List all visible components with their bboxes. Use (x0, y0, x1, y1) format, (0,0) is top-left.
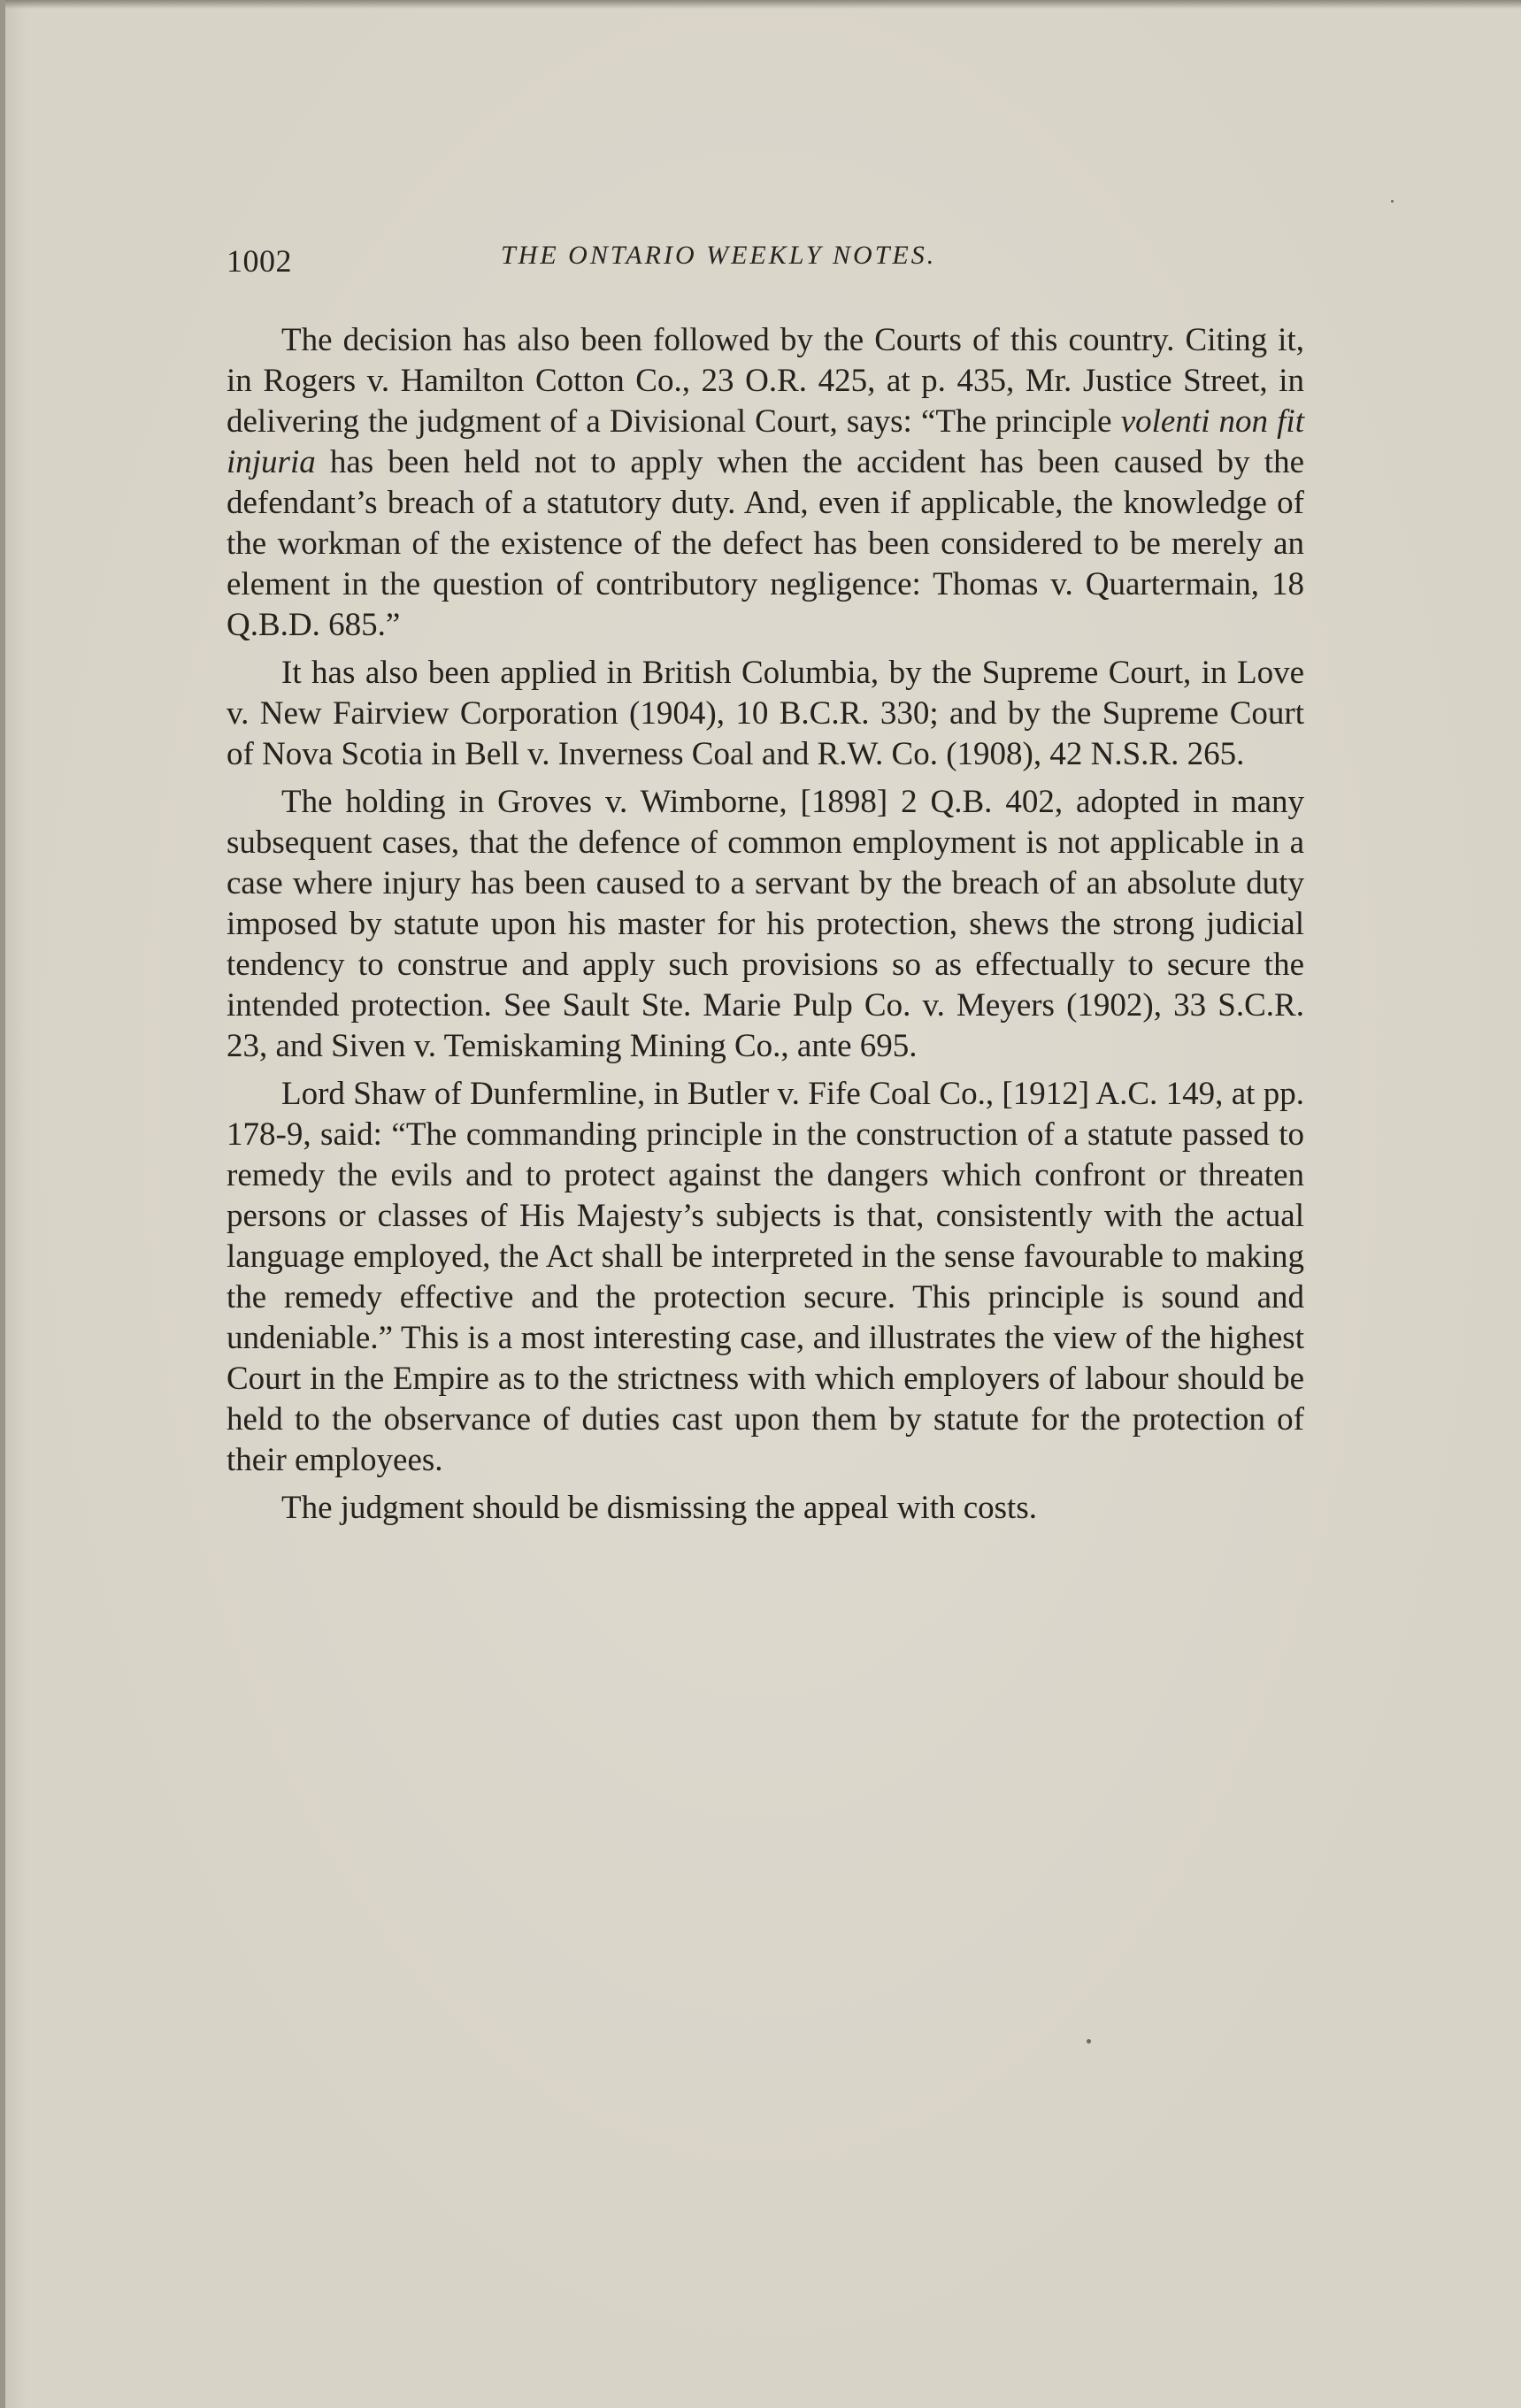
page-top-shadow (0, 0, 1521, 9)
paragraph-1 (227, 320, 1304, 646)
paragraph-1-italic-phrase: volenti non fit injuria (227, 403, 1304, 480)
paper-speck (1391, 200, 1394, 203)
body-text (227, 320, 1304, 1536)
paragraph-3: The holding in Groves v. Wimborne, [1898] 2 Q.B. 402, adopted in many subsequent cases, that the defence of common employment is not applicable in a case where injury has been caused to a servant by the breach of an absolute duty imposed by statute upon his master for his protection, shews the strong judicial tendency to construe and apply such provisions so as effectually to secure the intended protection. See Sault Ste. Marie Pulp Co. v. Meyers (1902), 33 S.C.R. 23, and Siven v. Temiskaming Mining Co., ante 695. (227, 784, 1304, 1064)
paper-speck (1087, 2039, 1091, 2044)
running-title: THE ONTARIO WEEKLY NOTES. (501, 241, 937, 270)
paragraph-1-text-a: The decision has also been followed by the Courts of this country. Citing it, in Rogers v. Hamilton Cotton Co., 23 O.R. 425, at p. 435, Mr. Justice Street, in delivering the judgment of a Divisional Court, says: “The principle (227, 322, 1304, 440)
page-header (227, 232, 1306, 285)
page-number: 1002 (227, 243, 292, 279)
paragraph-5: The judgment should be dismissing the appeal with costs. (281, 1490, 1037, 1526)
paragraph-4: Lord Shaw of Dunfermline, in Butler v. Fife Coal Co., [1912] A.C. 149, at pp. 178-9, said: “The commanding principle in the construction of a statute passed to remedy the evils and to protect against the dangers which confront or threaten persons or classes of His Majesty’s subjects is that, consistently with the actual language employed, the Act shall be interpreted in the sense favourable to making the remedy effective and the protection secure. This principle is sound and undeniable.” This is a most interesting case, and illustrates the view of the highest Court in the Empire as to the strictness with which employers of labour should be held to the observance of duties cast upon them by statute for the protection of their employees. (227, 1076, 1304, 1478)
page-binding-edge (0, 0, 5, 2408)
paragraph-1-text-b: has been held not to apply when the accident has been caused by the defendant’s breach of a statutory duty. And, even if applicable, the knowledge of the workman of the existence of the defect has been considered to be merely an element in the question of contributory negligence: Thomas v. Quartermain, 18 Q.B.D. 685.” (227, 444, 1304, 643)
paragraph-2: It has also been applied in British Columbia, by the Supreme Court, in Love v. New Fairview Corporation (1904), 10 B.C.R. 330; and by the Supreme Court of Nova Scotia in Bell v. Inverness Coal and R.W. Co. (1908), 42 N.S.R. 265. (227, 655, 1304, 772)
